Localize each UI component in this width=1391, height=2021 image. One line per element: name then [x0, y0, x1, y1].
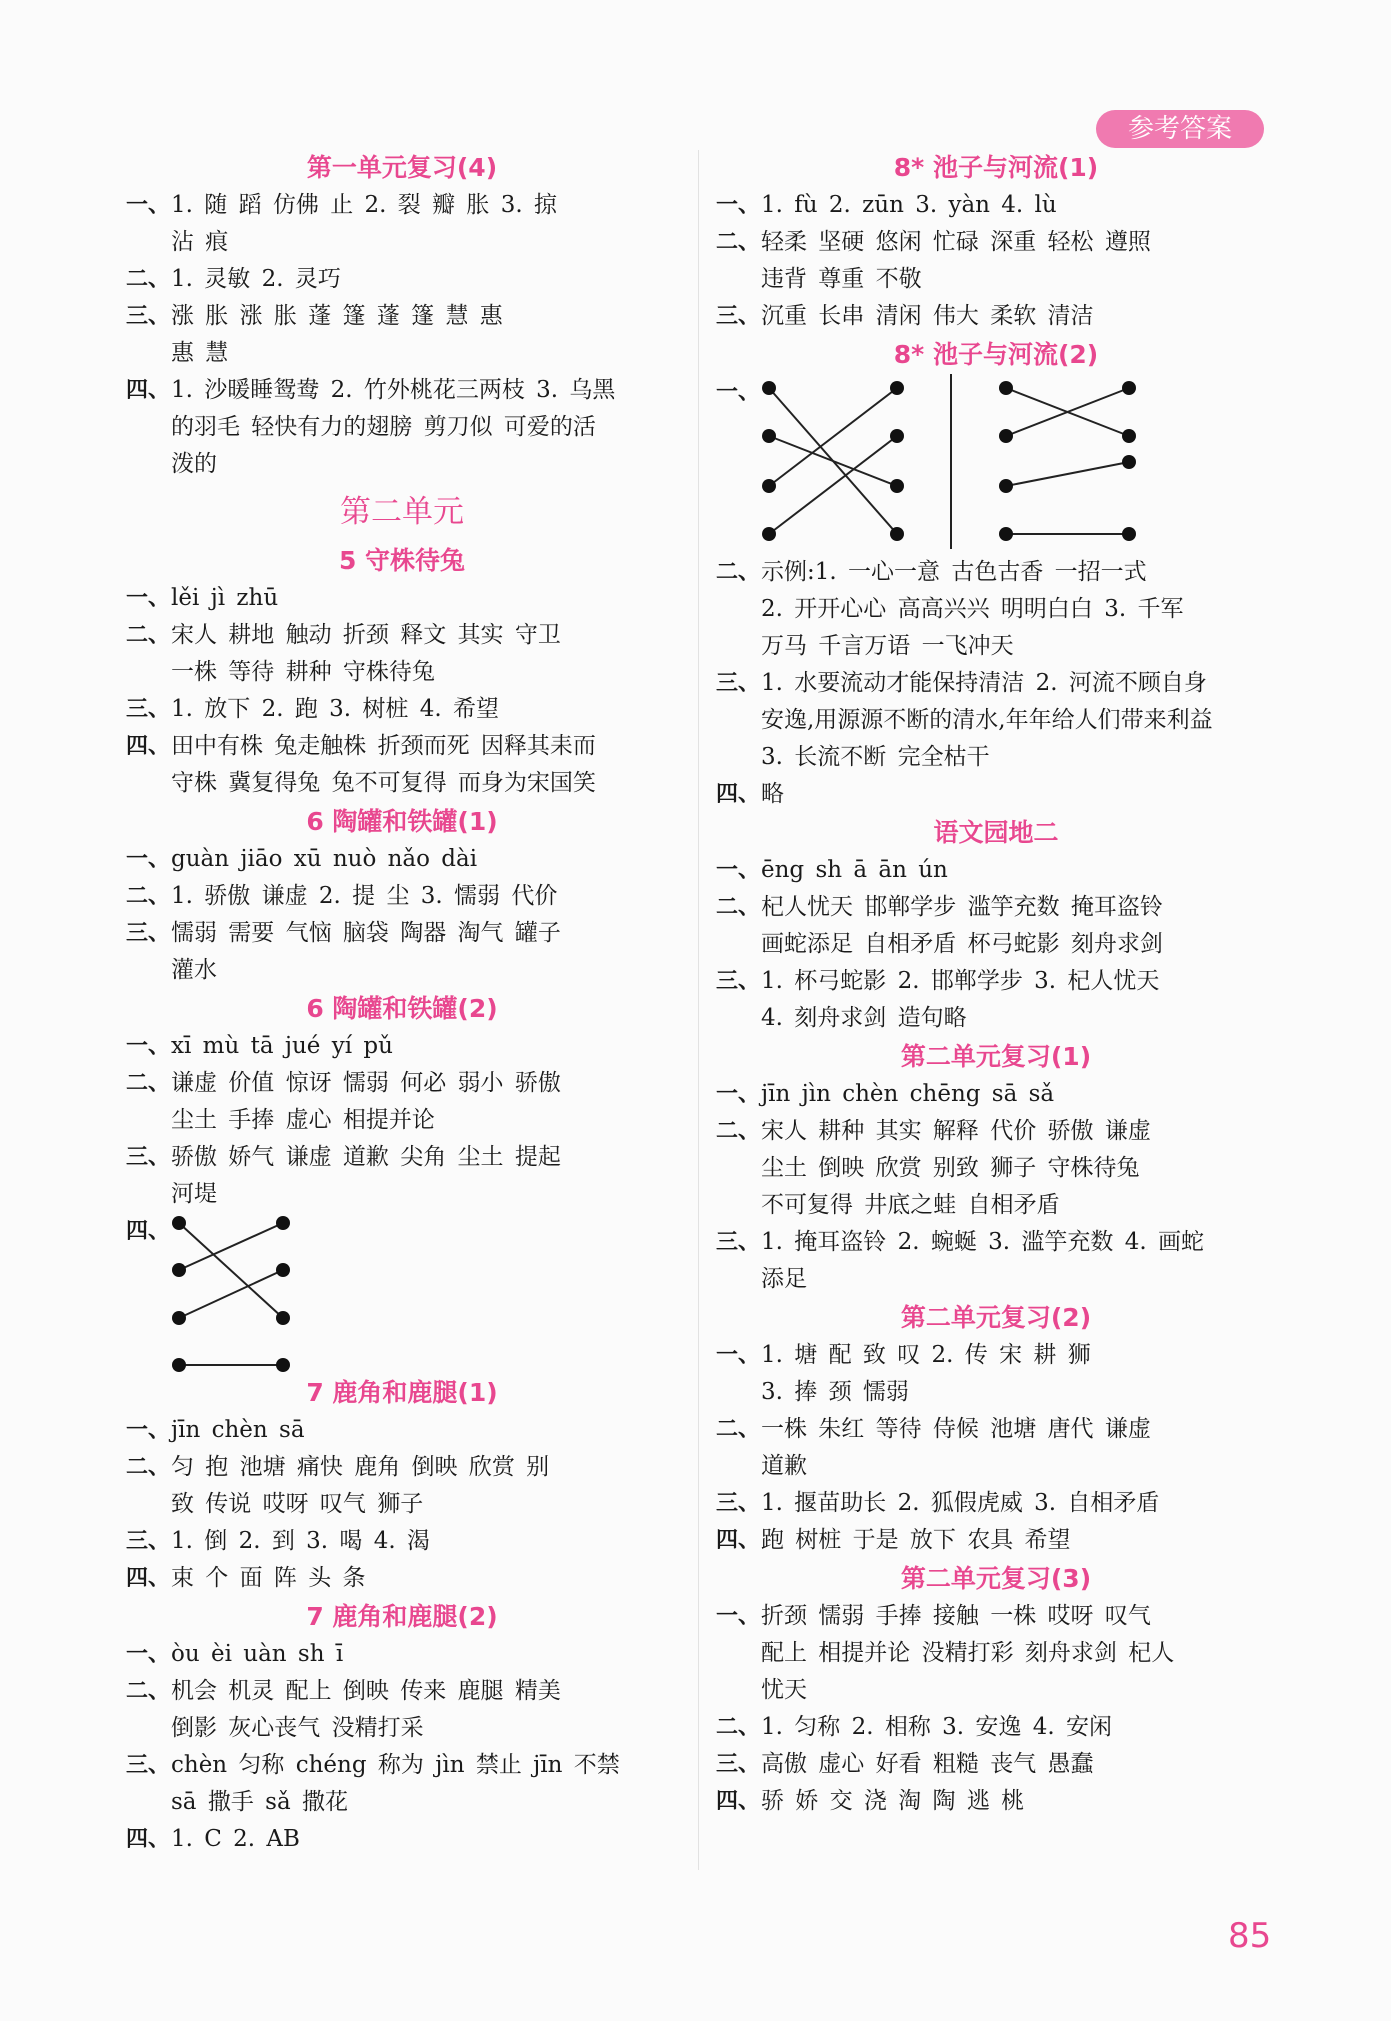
answer-row	[126, 617, 678, 654]
answer-text: 1. 水要流动才能保持清洁 2. 河流不顾自身	[761, 670, 1207, 696]
answer-row	[126, 1139, 678, 1176]
answer-text: 杞人忧天 邯郸学步 滥竽充数 掩耳盗铃	[761, 894, 1163, 920]
match-line	[769, 388, 897, 486]
answer-row	[126, 1065, 678, 1102]
answer-row	[126, 1213, 678, 1373]
match-dot	[999, 381, 1013, 395]
match-dot	[999, 429, 1013, 443]
answer-row	[716, 1522, 1276, 1559]
answer-row	[126, 1636, 678, 1673]
answer-text: 略	[761, 781, 784, 807]
item-label: 一、	[126, 193, 171, 218]
item-label: 二、	[126, 1455, 171, 1480]
answer-continuation: 尘土 倒映 欣赏 别致 狮子 守株待兔	[761, 1155, 1140, 1181]
match-dot	[1122, 527, 1136, 541]
answer-text: 1. 掩耳盗铃 2. 蜿蜒 3. 滥竽充数 4. 画蛇	[761, 1229, 1204, 1255]
answer-continuation: 惠 慧	[171, 340, 229, 366]
section-heading: 8* 池子与河流(2)	[893, 340, 1099, 369]
answer-text: guàn jiāo xū nuò nǎo dài	[171, 846, 478, 872]
answer-text: 1. 骄傲 谦虚 2. 提 尘 3. 懦弱 代价	[171, 883, 558, 909]
item-label: 一、	[126, 1034, 171, 1059]
section-heading: 7 鹿角和鹿腿(2)	[306, 1602, 498, 1631]
answer-row	[126, 878, 678, 915]
item-label: 一、	[126, 1418, 171, 1443]
answer-text: òu èi uàn sh ī	[171, 1641, 344, 1667]
section-heading: 第二单元复习(1)	[900, 1042, 1092, 1071]
answer-row	[126, 1028, 678, 1065]
answer-text: 轻柔 坚硬 悠闲 忙碌 深重 轻松 遵照	[761, 229, 1151, 255]
answer-row	[716, 1411, 1276, 1448]
answer-row	[126, 1560, 678, 1597]
item-label: 二、	[716, 1715, 761, 1740]
answer-text: 跑 树桩 于是 放下 农具 希望	[761, 1527, 1071, 1553]
answer-text: 谦虚 价值 惊讶 懦弱 何必 弱小 骄傲	[171, 1070, 561, 1096]
answer-text: 束 个 面 阵 头 条	[171, 1565, 366, 1591]
item-label: 一、	[126, 847, 171, 872]
item-label: 一、	[126, 586, 171, 611]
answer-continuation: 守株 冀复得兔 兔不可复得 而身为宋国笑	[171, 770, 596, 796]
answer-row	[716, 1709, 1276, 1746]
answer-text: 一株 朱红 等待 侍候 池塘 唐代 谦虚	[761, 1416, 1151, 1442]
match-dot	[762, 429, 776, 443]
answer-row	[126, 1449, 678, 1486]
answer-text: 1. 灵敏 2. 灵巧	[171, 266, 341, 292]
answer-text: 机会 机灵 配上 倒映 传来 鹿腿 精美	[171, 1678, 561, 1704]
item-label: 二、	[716, 1119, 761, 1144]
item-label: 二、	[716, 560, 761, 585]
section-heading: 6 陶罐和铁罐(2)	[306, 994, 498, 1023]
item-label: 三、	[716, 1230, 761, 1255]
answer-row	[126, 915, 678, 952]
match-dot	[1122, 455, 1136, 469]
answer-continuation: 泼的	[171, 451, 217, 477]
answer-continuation: 4. 刻舟求剑 造句略	[761, 1005, 967, 1031]
match-dot	[172, 1216, 186, 1230]
item-label: 二、	[126, 884, 171, 909]
answer-text: 匀 抱 池塘 痛快 鹿角 倒映 欣赏 别	[171, 1454, 550, 1480]
answer-text: 1. 随 蹈 仿佛 止 2. 裂 瓣 胀 3. 掠	[171, 192, 557, 218]
answer-text: 涨 胀 涨 胀 蓬 篷 蓬 篷 慧 惠	[171, 303, 503, 329]
answer-row	[716, 1485, 1276, 1522]
section-heading: 语文园地二	[933, 818, 1059, 847]
answer-continuation: 添足	[761, 1266, 807, 1292]
answer-row	[126, 261, 678, 298]
match-dot	[1122, 381, 1136, 395]
answer-row	[716, 963, 1276, 1000]
answer-continuation: 的羽毛 轻快有力的翅膀 剪刀似 可爱的活	[171, 414, 596, 440]
item-label: 三、	[126, 697, 171, 722]
match-dot	[999, 527, 1013, 541]
match-dot	[1122, 429, 1136, 443]
item-label: 四、	[126, 1566, 171, 1591]
item-label: 二、	[126, 267, 171, 292]
answer-row	[716, 1598, 1276, 1635]
item-label: 四、	[716, 782, 761, 807]
answer-row	[716, 1783, 1276, 1820]
item-label: 一、	[716, 1604, 761, 1629]
section-heading: 第二单元复习(2)	[900, 1303, 1092, 1332]
answer-text: 1. 揠苗助长 2. 狐假虎威 3. 自相矛盾	[761, 1490, 1160, 1516]
answer-continuation: 不可复得 井底之蛙 自相矛盾	[761, 1192, 1060, 1218]
item-label: 四、	[126, 734, 171, 759]
match-dot	[276, 1311, 290, 1325]
answer-row	[716, 889, 1276, 926]
answer-continuation: 3. 捧 颈 懦弱	[761, 1379, 909, 1405]
item-label: 二、	[126, 623, 171, 648]
answer-row	[716, 1337, 1276, 1374]
answer-text: 骄 娇 交 浇 淘 陶 逃 桃	[761, 1788, 1025, 1814]
answer-row	[716, 665, 1276, 702]
match-dot	[890, 429, 904, 443]
match-dot	[762, 381, 776, 395]
item-label: 二、	[716, 230, 761, 255]
answer-row	[716, 1224, 1276, 1261]
item-label: 三、	[716, 969, 761, 994]
answer-text: 1. 沙暖睡鸳鸯 2. 竹外桃花三两枝 3. 乌黑	[171, 377, 616, 403]
match-dot	[172, 1263, 186, 1277]
answer-row	[126, 1821, 678, 1858]
answer-continuation: 违背 尊重 不敬	[761, 266, 922, 292]
answer-text: 宋人 耕地 触动 折颈 释文 其实 守卫	[171, 622, 561, 648]
answer-text: jīn chèn sā	[171, 1417, 305, 1443]
match-line	[1006, 462, 1129, 486]
answer-row	[126, 1412, 678, 1449]
item-label: 二、	[126, 1679, 171, 1704]
answer-row	[716, 852, 1276, 889]
matching-diagram	[171, 1213, 331, 1373]
answer-row	[126, 372, 678, 409]
answer-continuation: 3. 长流不断 完全枯干	[761, 744, 990, 770]
answer-text: 宋人 耕种 其实 解释 代价 骄傲 谦虚	[761, 1118, 1151, 1144]
answer-row	[716, 1076, 1276, 1113]
answer-row	[126, 691, 678, 728]
answer-text: 1. C 2. AB	[171, 1826, 300, 1852]
answer-continuation: 画蛇添足 自相矛盾 杯弓蛇影 刻舟求剑	[761, 931, 1163, 957]
answer-text: 1. fù 2. zūn 3. yàn 4. lù	[761, 192, 1057, 218]
answer-continuation: 配上 相提并论 没精打彩 刻舟求剑 杞人	[761, 1640, 1175, 1666]
answer-continuation: sā 撒手 sǎ 撒花	[171, 1789, 348, 1815]
answer-text: 1. 倒 2. 到 3. 喝 4. 渴	[171, 1528, 430, 1554]
item-label: 三、	[716, 1752, 761, 1777]
match-line	[179, 1270, 283, 1318]
answer-text: 1. 塘 配 致 叹 2. 传 宋 耕 狮	[761, 1342, 1091, 1368]
answer-key-badge: 参考答案	[1096, 110, 1264, 148]
item-label: 三、	[126, 921, 171, 946]
match-dot	[999, 479, 1013, 493]
section-heading: 8* 池子与河流(1)	[893, 153, 1099, 182]
match-line	[179, 1223, 283, 1318]
section-heading: 5 守株待兔	[338, 546, 466, 575]
match-dot	[890, 381, 904, 395]
match-dot	[172, 1358, 186, 1372]
answer-text: 沉重 长串 清闲 伟大 柔软 清洁	[761, 303, 1094, 329]
item-label: 二、	[126, 1071, 171, 1096]
item-label: 一、	[716, 380, 761, 405]
answer-text: jīn jìn chèn chēng sā sǎ	[761, 1081, 1055, 1107]
match-dot	[762, 527, 776, 541]
answer-continuation: 2. 开开心心 高高兴兴 明明白白 3. 千军	[761, 596, 1184, 622]
answer-text: 示例:1. 一心一意 古色古香 一招一式	[761, 559, 1147, 585]
answer-row	[126, 298, 678, 335]
answer-text: ēng sh ā ān ún	[761, 857, 948, 883]
section-heading: 第二单元复习(3)	[900, 1564, 1092, 1593]
item-label: 三、	[716, 304, 761, 329]
item-label: 三、	[126, 1529, 171, 1554]
answer-row	[126, 728, 678, 765]
match-line	[769, 436, 897, 486]
answer-continuation: 忧天	[761, 1677, 807, 1703]
column-divider	[698, 150, 699, 1870]
match-line	[179, 1223, 283, 1270]
item-label: 四、	[126, 1827, 171, 1852]
item-label: 四、	[716, 1789, 761, 1814]
match-dot	[276, 1216, 290, 1230]
item-label: 一、	[716, 193, 761, 218]
answer-row	[716, 1113, 1276, 1150]
match-dot	[172, 1311, 186, 1325]
answer-text: 高傲 虚心 好看 粗糙 丧气 愚蠢	[761, 1751, 1094, 1777]
answer-continuation: 安逸,用源源不断的清水,年年给人们带来利益	[761, 707, 1213, 733]
answer-continuation: 沾 痕	[171, 229, 229, 255]
item-label: 一、	[716, 1343, 761, 1368]
answer-row	[126, 1747, 678, 1784]
answer-text: 1. 杯弓蛇影 2. 邯郸学步 3. 杞人忧天	[761, 968, 1160, 994]
match-dot	[276, 1358, 290, 1372]
answer-continuation: 灌水	[171, 957, 217, 983]
matching-diagram	[761, 374, 1181, 554]
match-dot	[890, 527, 904, 541]
item-label: 四、	[716, 1528, 761, 1553]
answer-text: lěi jì zhū	[171, 585, 279, 611]
answer-text: chèn 匀称 chéng 称为 jìn 禁止 jīn 不禁	[171, 1752, 620, 1778]
answer-continuation: 万马 千言万语 一飞冲天	[761, 633, 1014, 659]
answer-continuation: 致 传说 哎呀 叹气 狮子	[171, 1491, 424, 1517]
item-label: 四、	[126, 378, 171, 403]
answer-text: 懦弱 需要 气恼 脑袋 陶器 淘气 罐子	[171, 920, 561, 946]
item-label: 一、	[126, 1642, 171, 1667]
left-column	[126, 148, 678, 1858]
section-heading: 6 陶罐和铁罐(1)	[306, 807, 498, 836]
answer-continuation: 道歉	[761, 1453, 807, 1479]
item-label: 四、	[126, 1219, 171, 1244]
match-dot	[890, 479, 904, 493]
answer-continuation: 尘土 手捧 虚心 相提并论	[171, 1107, 435, 1133]
answer-row	[716, 224, 1276, 261]
match-dot	[276, 1263, 290, 1277]
answer-text: xī mù tā jué yí pǔ	[171, 1033, 393, 1059]
item-label: 三、	[716, 1491, 761, 1516]
answer-continuation: 一株 等待 耕种 守株待兔	[171, 659, 435, 685]
unit-title: 第二单元	[340, 494, 464, 530]
item-label: 三、	[716, 671, 761, 696]
answer-text: 1. 放下 2. 跑 3. 树桩 4. 希望	[171, 696, 499, 722]
answer-continuation: 河堤	[171, 1181, 217, 1207]
item-label: 三、	[126, 304, 171, 329]
answer-row	[716, 374, 1276, 554]
page-number: 85	[1228, 1916, 1272, 1956]
item-label: 一、	[716, 858, 761, 883]
item-label: 一、	[716, 1082, 761, 1107]
answer-text: 折颈 懦弱 手捧 接触 一株 哎呀 叹气	[761, 1603, 1151, 1629]
answer-row	[126, 1523, 678, 1560]
item-label: 三、	[126, 1753, 171, 1778]
answer-text: 田中有株 兔走触株 折颈而死 因释其耒而	[171, 733, 596, 759]
right-column	[716, 148, 1276, 1820]
item-label: 三、	[126, 1145, 171, 1170]
section-heading: 7 鹿角和鹿腿(1)	[306, 1378, 498, 1407]
answer-row	[716, 1746, 1276, 1783]
answer-row	[126, 580, 678, 617]
section-heading: 第一单元复习(4)	[306, 153, 498, 182]
answer-row	[716, 776, 1276, 813]
answer-text: 1. 匀称 2. 相称 3. 安逸 4. 安闲	[761, 1714, 1112, 1740]
answer-row	[716, 187, 1276, 224]
match-dot	[762, 479, 776, 493]
answer-row	[126, 841, 678, 878]
item-label: 二、	[716, 895, 761, 920]
answer-row	[126, 187, 678, 224]
answer-row	[716, 298, 1276, 335]
answer-continuation: 倒影 灰心丧气 没精打采	[171, 1715, 424, 1741]
match-line	[769, 436, 897, 534]
answer-text: 骄傲 娇气 谦虚 道歉 尖角 尘土 提起	[171, 1144, 561, 1170]
answer-row	[126, 1673, 678, 1710]
item-label: 二、	[716, 1417, 761, 1442]
answer-row	[716, 554, 1276, 591]
